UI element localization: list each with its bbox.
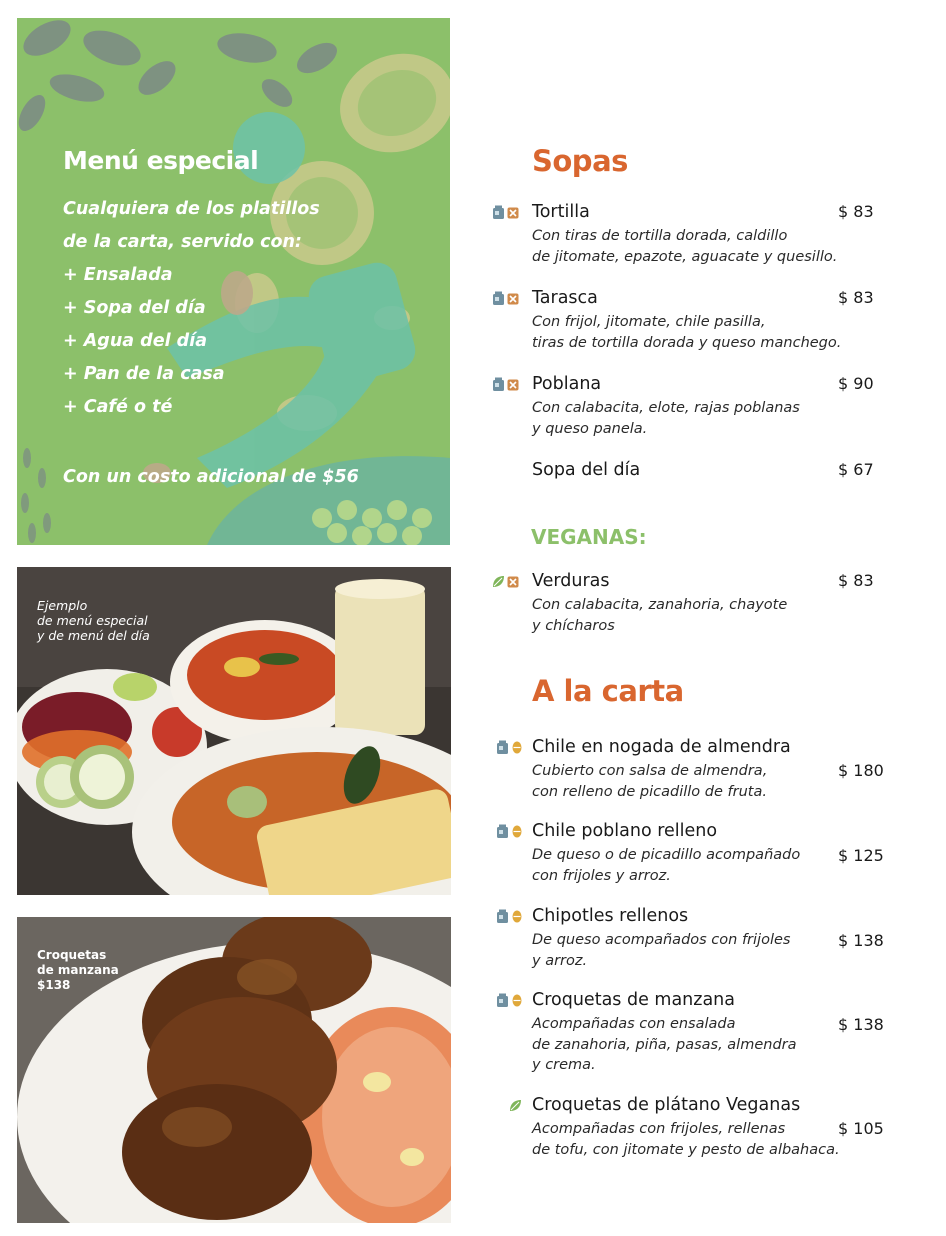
special-menu-line: Cualquiera de los platillos bbox=[63, 199, 320, 219]
special-menu-title: Menú especial bbox=[63, 146, 259, 175]
item-icons bbox=[492, 205, 520, 220]
caption-line: de manzana bbox=[37, 963, 119, 977]
description-line: tiras de tortilla dorada y queso manchego. bbox=[532, 334, 842, 351]
special-menu-text bbox=[63, 146, 320, 424]
description-line: Con frijol, jitomate, chile pasilla, bbox=[532, 314, 766, 330]
description-line: y chícharos bbox=[532, 617, 615, 634]
dairy-icon bbox=[492, 291, 505, 306]
item-price: $ 138 bbox=[838, 931, 884, 950]
item-icons bbox=[492, 574, 520, 589]
nuts-icon bbox=[511, 909, 524, 924]
no-gluten-icon bbox=[507, 377, 520, 392]
section-title-sopas: Sopas bbox=[532, 144, 628, 178]
item-name: Chile poblano relleno bbox=[532, 821, 718, 841]
item-description bbox=[532, 226, 837, 267]
dairy-icon bbox=[492, 205, 505, 220]
description-line: Acompañadas con frijoles, rellenas bbox=[532, 1121, 786, 1137]
vegan-leaf-icon bbox=[509, 1098, 522, 1113]
special-menu-line: + Pan de la casa bbox=[63, 364, 225, 384]
description-line: Con calabacita, elote, rajas poblanas bbox=[532, 400, 800, 416]
special-menu-cost: Con un costo adicional de $56 bbox=[63, 467, 359, 487]
item-description bbox=[532, 845, 800, 886]
dairy-icon bbox=[492, 377, 505, 392]
caption-line: y de menú del día bbox=[37, 628, 150, 643]
description-line: y crema. bbox=[532, 1057, 596, 1073]
description-line: de zanahoria, piña, pasas, almendra bbox=[532, 1036, 797, 1053]
vegan-leaf-icon bbox=[492, 574, 505, 589]
item-price: $ 83 bbox=[838, 288, 874, 307]
special-menu-line: + Ensalada bbox=[63, 265, 173, 285]
item-icons bbox=[496, 909, 524, 924]
item-price: $ 125 bbox=[838, 846, 884, 865]
item-name: Tortilla bbox=[532, 202, 590, 222]
item-icons bbox=[492, 291, 520, 306]
item-icons bbox=[492, 377, 520, 392]
dairy-icon bbox=[496, 993, 509, 1008]
item-price: $ 138 bbox=[838, 1015, 884, 1034]
description-line: Acompañadas con ensalada bbox=[532, 1016, 736, 1032]
item-name: Verduras bbox=[532, 571, 610, 591]
description-line: con relleno de picadillo de fruta. bbox=[532, 783, 767, 800]
item-price: $ 83 bbox=[838, 571, 874, 590]
description-line: De queso o de picadillo acompañado bbox=[532, 847, 801, 863]
dairy-icon bbox=[496, 909, 509, 924]
description-line: Cubierto con salsa de almendra, bbox=[532, 763, 768, 779]
item-name: Poblana bbox=[532, 374, 602, 394]
caption-line: de menú especial bbox=[37, 613, 148, 628]
description-line: con frijoles y arroz. bbox=[532, 867, 671, 884]
item-icons bbox=[496, 993, 524, 1008]
nuts-icon bbox=[511, 824, 524, 839]
item-description bbox=[532, 1119, 840, 1160]
nuts-icon bbox=[511, 993, 524, 1008]
caption-line: Croquetas bbox=[37, 948, 107, 962]
section-title-a-la-carta: A la carta bbox=[532, 674, 684, 708]
special-menu-line: + Café o té bbox=[63, 397, 173, 417]
no-gluten-icon bbox=[507, 574, 520, 589]
dairy-icon bbox=[496, 824, 509, 839]
special-menu-line: de la carta, servido con: bbox=[63, 232, 302, 252]
item-description bbox=[532, 930, 790, 971]
item-name: Tarasca bbox=[532, 288, 598, 308]
croquetas-photo bbox=[17, 917, 451, 1223]
soup-meal-photo bbox=[17, 567, 451, 895]
special-menu-panel bbox=[17, 18, 450, 545]
item-icons bbox=[509, 1098, 522, 1113]
section-title-veganas: VEGANAS: bbox=[531, 525, 647, 549]
description-line: y queso panela. bbox=[532, 420, 648, 437]
item-icons bbox=[496, 740, 524, 755]
item-name: Croquetas de manzana bbox=[532, 990, 735, 1010]
item-description bbox=[532, 595, 787, 636]
item-price: $ 180 bbox=[838, 761, 884, 780]
item-name: Sopa del día bbox=[532, 460, 641, 480]
description-line: de jitomate, epazote, aguacate y quesillo. bbox=[532, 248, 838, 265]
item-price: $ 90 bbox=[838, 374, 874, 393]
item-description bbox=[532, 398, 800, 439]
item-price: $ 67 bbox=[838, 460, 874, 479]
description-line: De queso acompañados con frijoles bbox=[532, 932, 791, 948]
no-gluten-icon bbox=[507, 291, 520, 306]
item-name: Croquetas de plátano Veganas bbox=[532, 1095, 801, 1115]
item-description bbox=[532, 312, 841, 353]
item-name: Chipotles rellenos bbox=[532, 906, 689, 926]
description-line: y arroz. bbox=[532, 952, 588, 969]
item-description bbox=[532, 761, 767, 802]
no-gluten-icon bbox=[507, 205, 520, 220]
description-line: Con calabacita, zanahoria, chayote bbox=[532, 597, 788, 613]
nuts-icon bbox=[511, 740, 524, 755]
description-line: Con tiras de tortilla dorada, caldillo bbox=[532, 228, 788, 244]
item-description bbox=[532, 1014, 797, 1076]
special-menu-line: + Agua del día bbox=[63, 331, 208, 351]
item-icons bbox=[496, 824, 524, 839]
photo-caption bbox=[37, 598, 150, 643]
item-name: Chile en nogada de almendra bbox=[532, 737, 791, 757]
dairy-icon bbox=[496, 740, 509, 755]
photo-caption bbox=[37, 948, 119, 993]
item-price: $ 83 bbox=[838, 202, 874, 221]
special-menu-line: + Sopa del día bbox=[63, 298, 206, 318]
caption-line: $138 bbox=[37, 978, 71, 992]
description-line: de tofu, con jitomate y pesto de albahaca. bbox=[532, 1141, 840, 1158]
caption-line: Ejemplo bbox=[37, 598, 88, 613]
item-price: $ 105 bbox=[838, 1119, 884, 1138]
